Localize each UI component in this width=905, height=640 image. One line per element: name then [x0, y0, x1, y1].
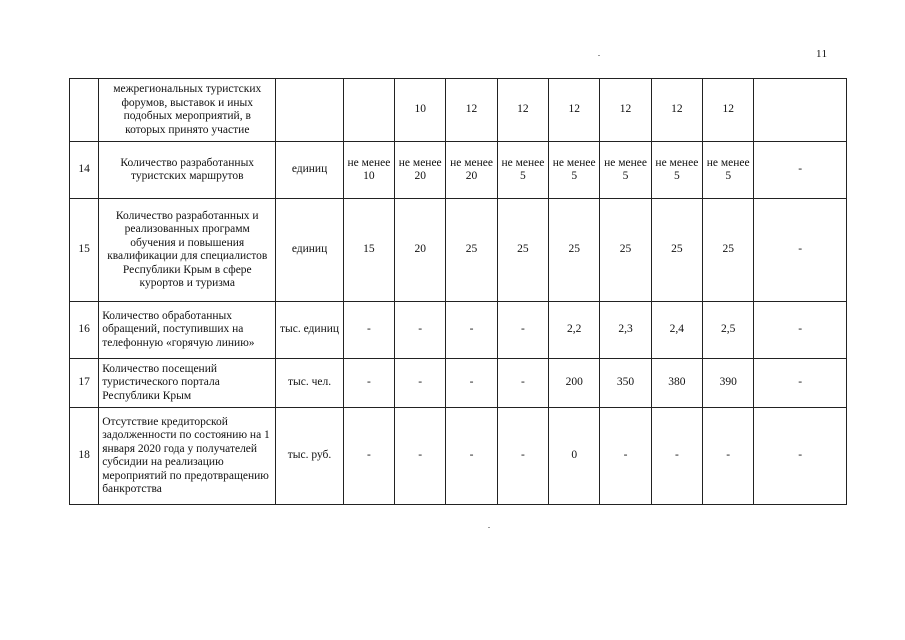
table-row: [70, 199, 847, 302]
value-cell: не менее 20: [446, 142, 497, 199]
value-cell: -: [651, 408, 702, 505]
value-cell: -: [395, 408, 446, 505]
value-cell: -: [703, 408, 754, 505]
value-cell: 10: [395, 79, 446, 142]
value-cell: не менее 5: [651, 142, 702, 199]
value-cell: 12: [446, 79, 497, 142]
unit-cell: тыс. чел.: [276, 359, 343, 408]
value-cell: -: [343, 359, 394, 408]
value-cell: не менее 5: [549, 142, 600, 199]
value-cell: 12: [703, 79, 754, 142]
indicator-name-cell: Количество посещений туристического портала Республики Крым: [99, 359, 276, 408]
value-cell: -: [497, 302, 548, 359]
scan-speck: [598, 55, 600, 56]
value-cell: -: [395, 359, 446, 408]
last-column-cell: -: [754, 142, 847, 199]
table-row: [70, 302, 847, 359]
value-cell: не менее 10: [343, 142, 394, 199]
value-cell: -: [446, 359, 497, 408]
indicator-name-cell: межрегиональных туристских форумов, выставок и иных подобных мероприятий, в которых принято участие: [99, 79, 276, 142]
unit-cell: тыс. единиц: [276, 302, 343, 359]
row-number-cell: 18: [70, 408, 99, 505]
value-cell: -: [395, 302, 446, 359]
value-cell: не менее 5: [703, 142, 754, 199]
row-number-cell: [70, 79, 99, 142]
value-cell: -: [446, 408, 497, 505]
unit-cell: [276, 79, 343, 142]
unit-cell: единиц: [276, 199, 343, 302]
value-cell: 200: [549, 359, 600, 408]
indicator-name-cell: Отсутствие кредиторской задолженности по состоянию на 1 января 2020 года у получателей субсидии на реализацию мероприятий по предотвращению банкротства: [99, 408, 276, 505]
indicator-table: [69, 78, 847, 505]
value-cell: 2,5: [703, 302, 754, 359]
value-cell: 25: [497, 199, 548, 302]
last-column-cell: -: [754, 199, 847, 302]
value-cell: [343, 79, 394, 142]
unit-cell: тыс. руб.: [276, 408, 343, 505]
value-cell: 2,3: [600, 302, 651, 359]
scan-speck: [488, 527, 490, 528]
table-row: [70, 142, 847, 199]
value-cell: 12: [549, 79, 600, 142]
value-cell: -: [343, 302, 394, 359]
last-column-cell: [754, 79, 847, 142]
value-cell: не менее 5: [497, 142, 548, 199]
value-cell: 25: [651, 199, 702, 302]
value-cell: 2,2: [549, 302, 600, 359]
value-cell: 12: [497, 79, 548, 142]
table-row: [70, 408, 847, 505]
value-cell: 25: [600, 199, 651, 302]
value-cell: 25: [549, 199, 600, 302]
value-cell: 380: [651, 359, 702, 408]
value-cell: 12: [651, 79, 702, 142]
indicator-name-cell: Количество разработанных и реализованных программ обучения и повышения квалификации для специалистов Республики Крым в сфере курортов и туризма: [99, 199, 276, 302]
row-number-cell: 15: [70, 199, 99, 302]
table-body: [70, 79, 847, 505]
row-number-cell: 17: [70, 359, 99, 408]
value-cell: 15: [343, 199, 394, 302]
value-cell: -: [343, 408, 394, 505]
unit-cell: единиц: [276, 142, 343, 199]
indicator-name-cell: Количество разработанных туристских маршрутов: [99, 142, 276, 199]
value-cell: 12: [600, 79, 651, 142]
value-cell: не менее 5: [600, 142, 651, 199]
value-cell: 25: [703, 199, 754, 302]
value-cell: 25: [446, 199, 497, 302]
value-cell: 2,4: [651, 302, 702, 359]
value-cell: -: [497, 408, 548, 505]
value-cell: -: [446, 302, 497, 359]
indicator-name-cell: Количество обработанных обращений, поступивших на телефонную «горячую линию»: [99, 302, 276, 359]
page-number: 11: [816, 48, 828, 60]
value-cell: 0: [549, 408, 600, 505]
value-cell: 390: [703, 359, 754, 408]
last-column-cell: -: [754, 302, 847, 359]
value-cell: -: [497, 359, 548, 408]
value-cell: 20: [395, 199, 446, 302]
row-number-cell: 16: [70, 302, 99, 359]
row-number-cell: 14: [70, 142, 99, 199]
value-cell: не менее 20: [395, 142, 446, 199]
last-column-cell: -: [754, 359, 847, 408]
last-column-cell: -: [754, 408, 847, 505]
table-row: [70, 79, 847, 142]
table-row: [70, 359, 847, 408]
value-cell: -: [600, 408, 651, 505]
value-cell: 350: [600, 359, 651, 408]
